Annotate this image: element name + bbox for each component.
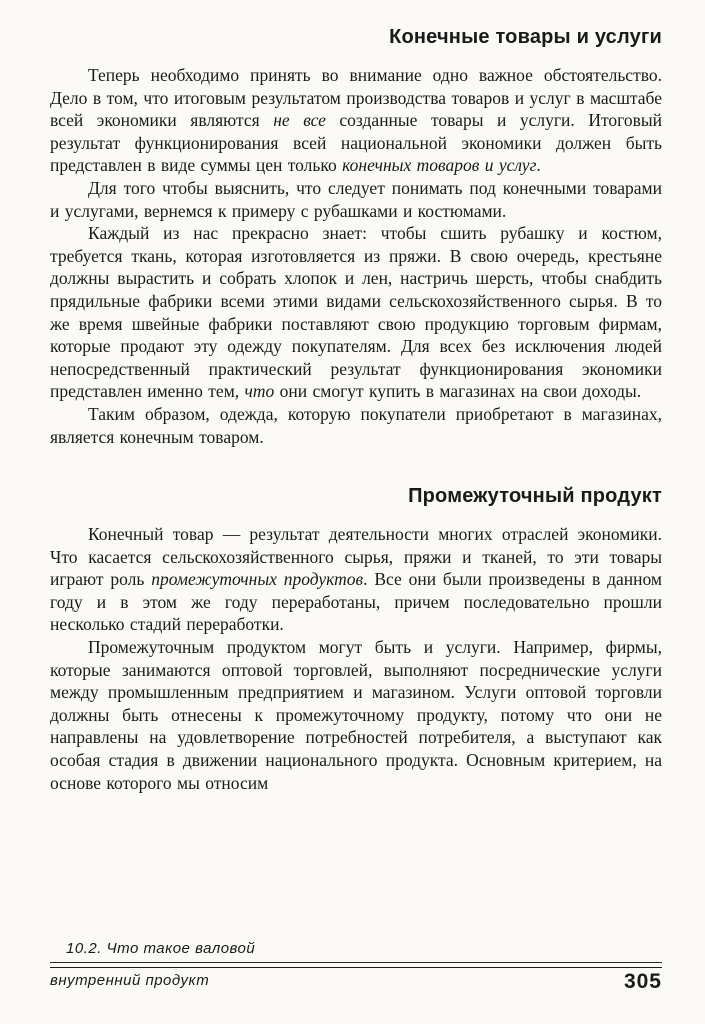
- text-run: . Все они были произведены в данном году и в этом же году переработаны, причем последовательно прошли несколько стадий переработки.: [50, 569, 662, 635]
- italic-run: не все: [273, 110, 326, 131]
- section-heading: Промежуточный продукт: [408, 485, 662, 508]
- section-heading: Конечные товары и услуги: [389, 26, 662, 48]
- text-run: Теперь необходимо принять во внимание одно важное обстоятельство. Дело в том, что итоговым результатом производства товаров и услуг в масштабе всей экономики являются: [50, 65, 662, 131]
- text-run: Конечный товар — результат деятельности многих отраслей экономики. Что касается сельскохозяйственного сырья, пряжи и тканей, то эти товары играют роль: [50, 524, 662, 590]
- paragraph: [50, 403, 662, 448]
- italic-run: промежуточных продуктов: [151, 569, 364, 590]
- paragraph: [50, 222, 662, 403]
- text-run: Промежуточным продуктом могут быть и услуги. Например, фирмы, которые занимаются оптовой торговлей, выполняют посреднические услуги между промышленным предприятием и магазином. Услуги оптовой торговли должны быть отнесены к промежуточному продукту, потому что они не направлены на удовлетворение потребностей потребителя, а выступают как особая стадия в движении национального продукта. Основным критерием, на основе которого мы относим: [50, 637, 662, 793]
- section: [50, 26, 662, 448]
- page-content: [50, 26, 662, 794]
- page-number: 305: [623, 970, 662, 993]
- italic-run: что: [244, 381, 275, 402]
- text-run: созданные товары и услуги. Итоговый результат функционирования всей национальной экономики должен быть представлен в виде суммы цен только: [50, 110, 663, 176]
- text-run: Каждый из нас прекрасно знает: чтобы сшить рубашку и костюм, требуется ткань, которая изготовляется из пряжи. В свою очередь, крестьяне должны вырастить и собрать хлопок и лен, настричь шерсть, чтобы снабдить прядильные фабрики всеми этими видами сельскохозяйственного сырья. В то же время швейные фабрики поставляют свою продукцию торговым фирмам, которые продают эту одежду покупателям. Для всех без исключения людей непосредственный практический результат функционирования экономики представлен именно тем,: [50, 223, 662, 402]
- running-section-title-line2: внутренний продукт: [50, 972, 210, 989]
- text-run: Таким образом, одежда, которую покупатели приобретают в магазинах, является конечным товаром.: [50, 403, 662, 447]
- paragraph: [50, 636, 662, 794]
- text-run: Для того чтобы выяснить, что следует понимать под конечными товарами и услугами, вернемся к примеру с рубашками и костюмами.: [50, 177, 662, 221]
- text-run: .: [536, 155, 541, 176]
- paragraph: [50, 177, 662, 222]
- running-section-title-line1: 10.2. Что такое валовой: [66, 940, 256, 957]
- text-run: они смогут купить в магазинах на свои доходы.: [274, 381, 642, 402]
- section: [50, 485, 662, 794]
- page-footer: [50, 940, 662, 992]
- italic-run: конечных товаров и услуг: [342, 155, 537, 176]
- paragraph: [50, 523, 662, 636]
- footer-rule: [50, 962, 662, 968]
- paragraph: [50, 64, 662, 177]
- footer-bottom-row: [50, 971, 662, 992]
